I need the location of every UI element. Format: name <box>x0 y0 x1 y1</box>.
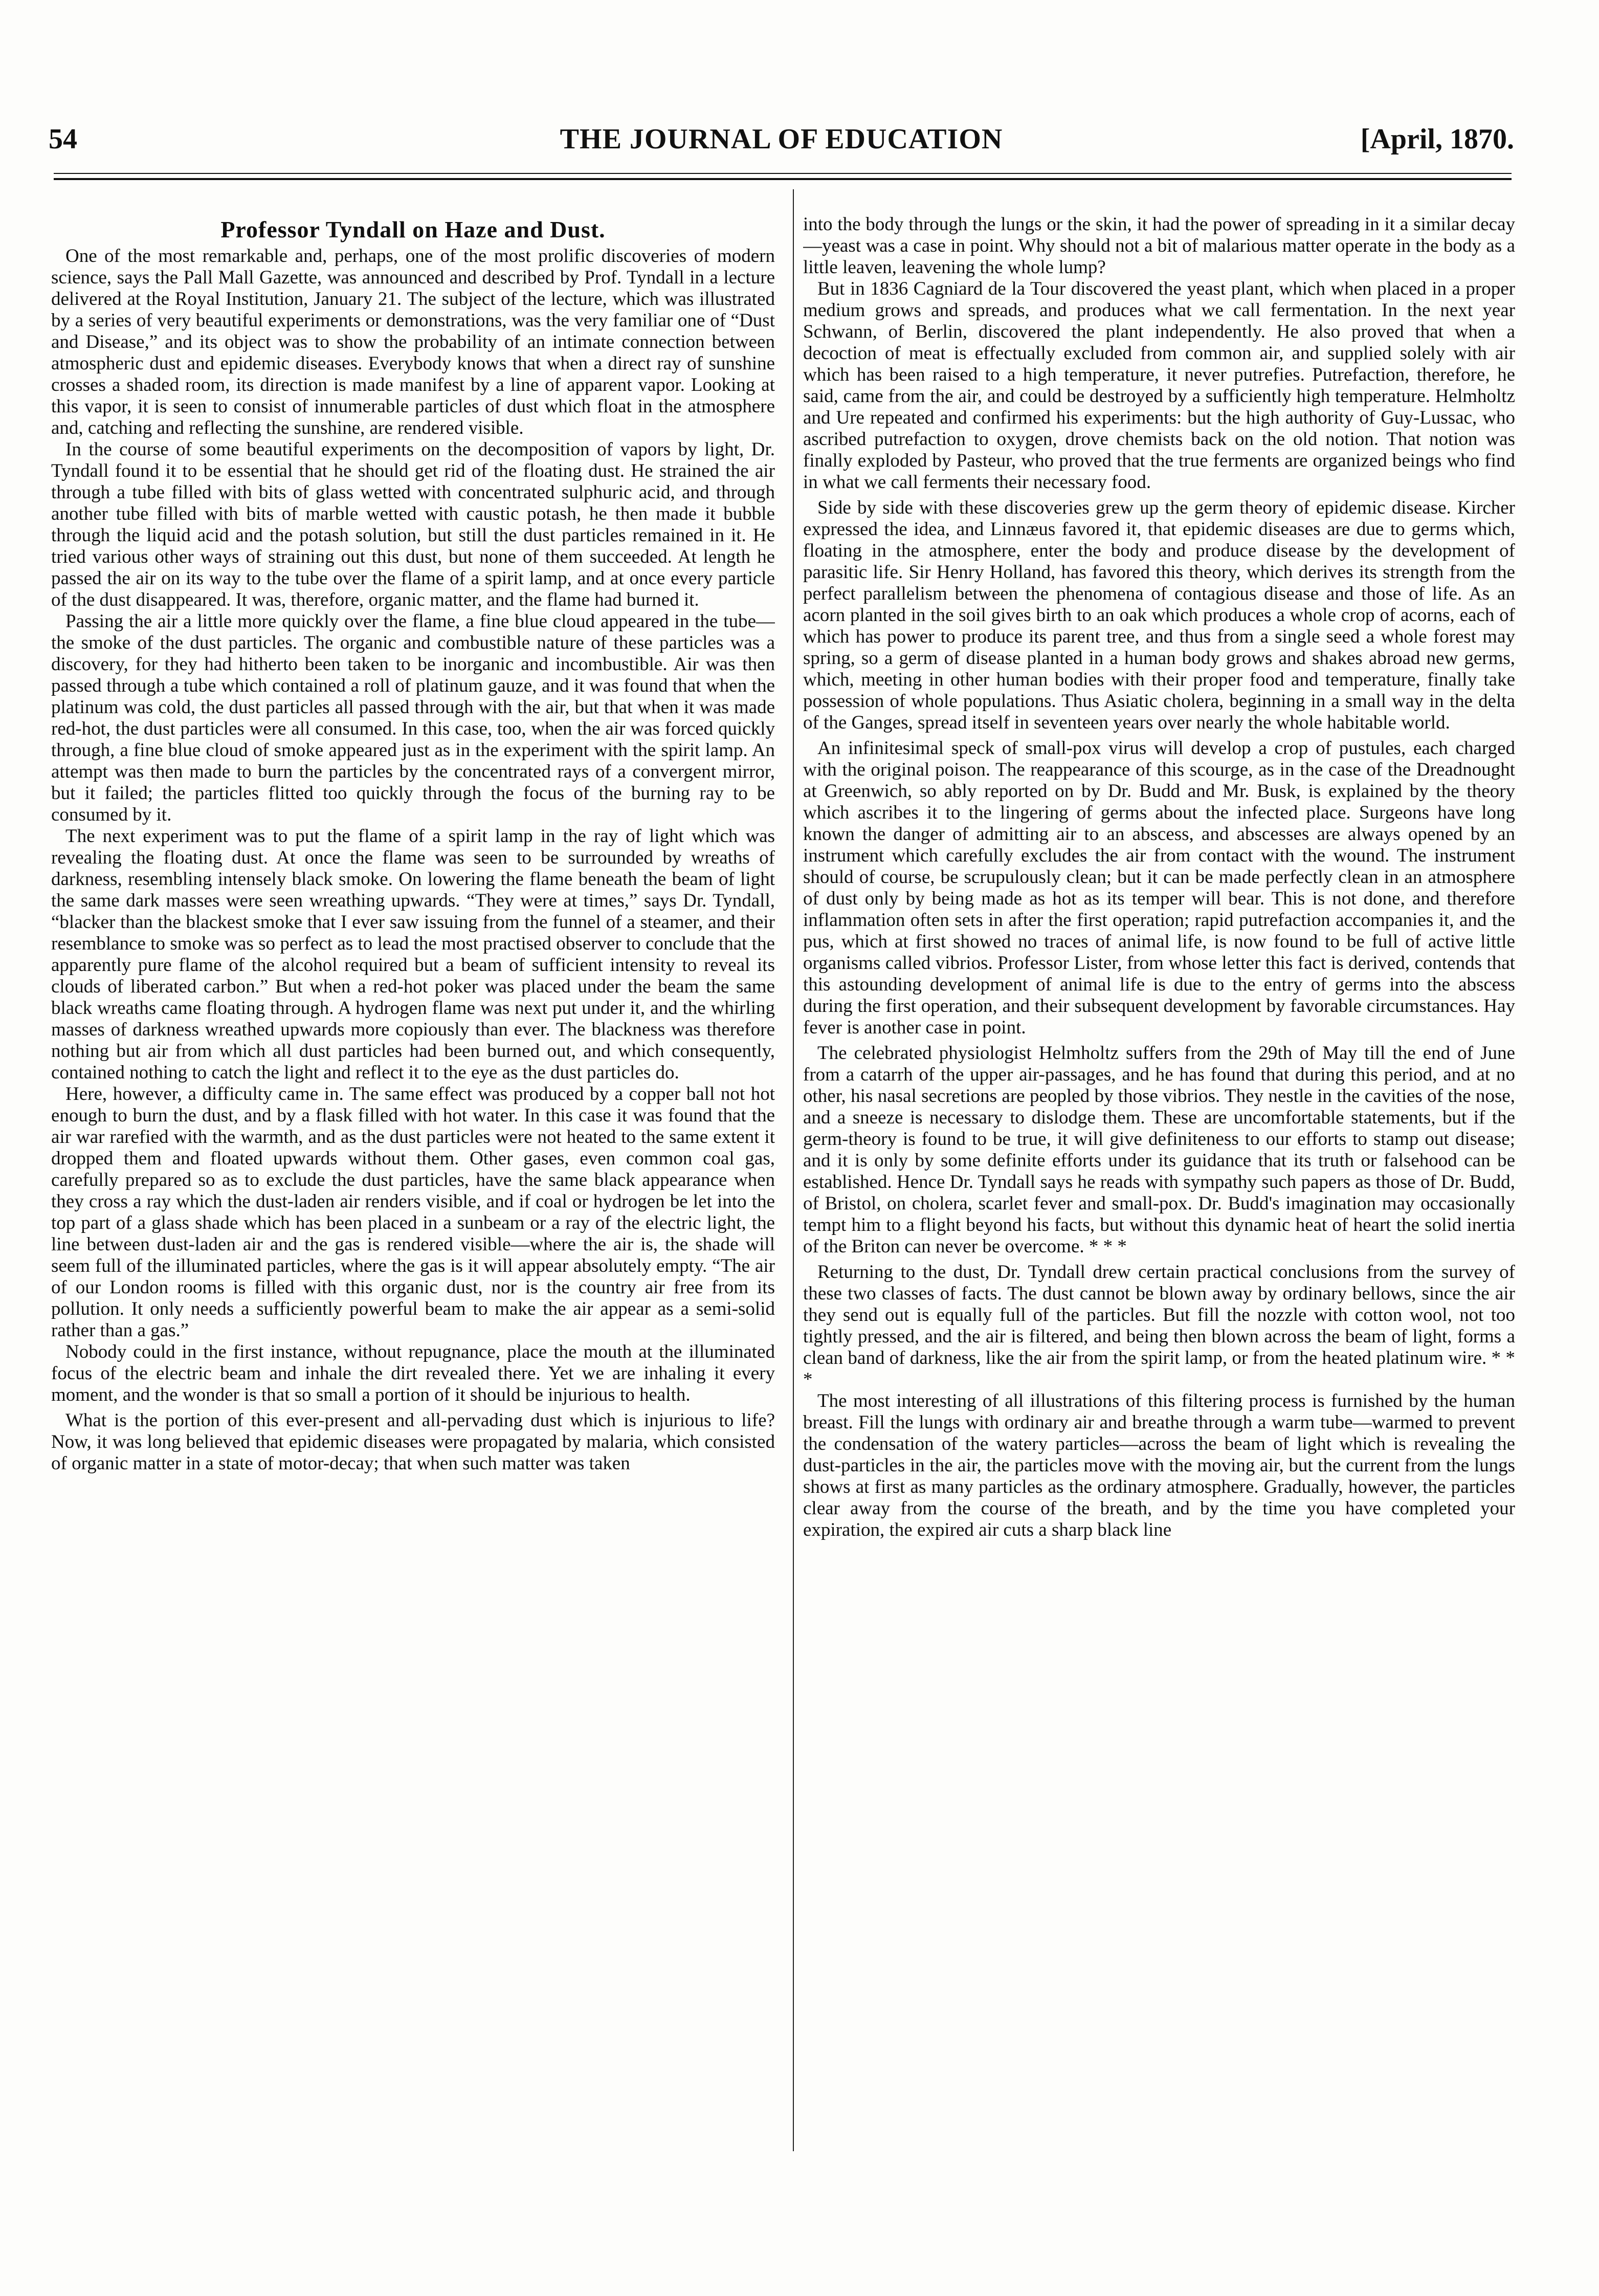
header-rule-thin <box>54 173 1512 174</box>
left-column <box>51 215 775 2154</box>
paragraph: Side by side with these discoveries grew up the germ theory of epidemic disease. Kircher expressed the idea, and Linnæus favored it, that epidemic diseases are due to germs which, floating in the atmosphere, enter the body and produce disease by the development of parasitic life. Sir Henry Holland, has favored this theory, which derives its strength from the perfect parallelism between the phenomena of contagious disease and those of life. As an acorn planted in the soil gives birth to an oak which produces a whole crop of acorns, each of which has power to produce its parent tree, and thus from a single seed a whole forest may spring, so a germ of disease planted in a human body grows and shakes abroad new germs, which, meeting in other human bodies with their proper food and temperature, finally take possession of whole populations. Thus Asiatic cholera, beginning in a small way in the delta of the Ganges, spread itself in seventeen years over nearly the whole habitable world. <box>803 497 1515 733</box>
paragraph-continued: into the body through the lungs or the skin, it had the power of spreading in it a similar decay—yeast was a case in point. Why should not a bit of malarious matter operate in the body as a little leaven, leavening the whole lump? <box>803 214 1515 278</box>
paragraph: Passing the air a little more quickly over the flame, a fine blue cloud appeared in the tube—the smoke of the dust particles. The organic and combustible nature of these particles was a discovery, for they had hitherto been taken to be inorganic and incombustible. Air was then passed through a tube which contained a roll of platinum gauze, and it was found that when the platinum was cold, the dust particles all passed through with the air, but that when it was made red-hot, the dust particles were all consumed. In this case, too, when the air was forced quickly through, a fine blue cloud of smoke appeared just as in the experiment with the spirit lamp. An attempt was then made to burn the particles by the concentrated rays of a convergent mirror, but it failed; the particles flitted too quickly through the focus of the burning ray to be consumed by it. <box>51 611 775 825</box>
paragraph: An infinitesimal speck of small-pox virus will develop a crop of pustules, each charged with the original poison. The reappearance of this scourge, as in the case of the Dreadnought at Greenwich, so ably reported on by Dr. Budd and Mr. Busk, is explained by the theory which ascribes it to the lingering of germs about the infected place. Surgeons have long known the danger of admitting air to an abscess, and abscesses are always opened by an instrument which carefully excludes the air from contact with the wound. The instrument should of course, be scrupulously clean; but it can be made perfectly clean in an atmosphere of dust only by being made as hot as its temper will bear. This is not done, and therefore inflammation often sets in after the first operation; rapid putrefaction accompanies it, and the pus, which at first showed no traces of animal life, is now found to be full of active little organisms called vibrios. Professor Lister, from whose letter this fact is derived, contends that this astounding development of animal life is due to the entry of germs into the abscess during the first operation, and their subsequent development by favorable circumstances. Hay fever is another case in point. <box>803 738 1515 1038</box>
right-column <box>803 214 1515 2153</box>
paragraph: Returning to the dust, Dr. Tyndall drew certain practical conclusions from the survey of these two classes of facts. The dust cannot be blown away by ordinary bellows, since the air they send out is equally full of the particles. But fill the nozzle with cotton wool, not too tightly pressed, and the air is filtered, and being then blown across the beam of light, forms a clean band of darkness, like the air from the spirit lamp, or from the heated platinum wire. * * * <box>803 1262 1515 1390</box>
paragraph: The celebrated physiologist Helmholtz suffers from the 29th of May till the end of June from a catarrh of the upper air-passages, and he has found that during this period, and at no other, his nasal secretions are peopled by those vibrios. They nestle in the cavities of the nose, and a sneeze is necessary to dislodge them. These are uncomfortable statements, but if the germ-theory is found to be true, it will give definiteness to our efforts to stamp out disease; and it is only by some definite efforts under its guidance that its truth or falsehood can be established. Hence Dr. Tyndall says he reads with sympathy such papers as those of Dr. Budd, of Bristol, on cholera, scarlet fever and small-pox. Dr. Budd's imagination may occasionally tempt him to a flight beyond his facts, but without this dynamic heat of heart the solid inertia of the Briton can never be overcome. * * * <box>803 1043 1515 1257</box>
paragraph: In the course of some beautiful experiments on the decomposition of vapors by light, Dr. Tyndall found it to be essential that he should get rid of the floating dust. He strained the air through a tube filled with bits of glass wetted with concentrated sulphuric acid, and through another tube filled with bits of marble wetted with caustic potash, he then made it bubble through the liquid acid and the potash solution, but still the dust particles remained in it. He tried various other ways of straining out this dust, but none of them succeeded. At length he passed the air on its way to the tube over the flame of a spirit lamp, and at once every particle of the dust disappeared. It was, therefore, organic matter, and the flame had burned it. <box>51 439 775 610</box>
paragraph: But in 1836 Cagniard de la Tour discovered the yeast plant, which when placed in a proper medium grows and spreads, and produces what we call fermentation. In the next year Schwann, of Berlin, discovered the plant independently. He also proved that when a decoction of meat is effectually excluded from common air, and supplied solely with air which has been raised to a high temperature, it never putrefies. Putrefaction, therefore, he said, came from the air, and could be destroyed by a sufficiently high temperature. Helmholtz and Ure repeated and confirmed his experiments: but the high authority of Guy-Lussac, who ascribed putrefaction to oxygen, drove chemists back on the old notion. That notion was finally exploded by Pasteur, who proved that the true ferments are organized beings who find in what we call ferments their necessary food. <box>803 278 1515 493</box>
journal-title: THE JOURNAL OF EDUCATION <box>560 123 1003 155</box>
header-rule-thick <box>54 178 1512 180</box>
paragraph: Here, however, a difficulty came in. The same effect was produced by a copper ball not hot enough to burn the dust, and by a flask filled with hot water. In this case it was found that the air war rarefied with the warmth, and as the dust particles were not heated to the same extent it dropped them and floated upwards without them. Other gases, even common coal gas, carefully prepared so as to exclude the dust particles, have the same black appearance when they cross a ray which the dust-laden air renders visible, and if coal or hydrogen be let into the top part of a glass shade which has been placed in a sunbeam or a ray of the electric light, the line between dust-laden air and the gas is rendered visible—where the air is, the shade will seem full of the illuminated particles, where the gas is it will appear absolutely empty. “The air of our London rooms is filled with this organic dust, nor is the country air free from its pollution. It only needs a sufficiently powerful beam to make the air appear as a semi-solid rather than a gas.” <box>51 1084 775 1341</box>
article-title: Professor Tyndall on Haze and Dust. <box>220 216 606 242</box>
paragraph: One of the most remarkable and, perhaps, one of the most prolific discoveries of modern science, says the Pall Mall Gazette, was announced and described by Prof. Tyndall in a lecture delivered at the Royal Institution, January 21. The subject of the lecture, which was illustrated by a series of very beautiful experiments or demonstrations, was the very familiar one of “Dust and Disease,” and its object was to show the probability of an intimate connection between atmospheric dust and epidemic diseases. Everybody knows that when a direct ray of sunshine crosses a shaded room, its direction is made manifest by a line of apparent vapor. Looking at this vapor, it is seen to consist of innumerable particles of dust which float in the atmosphere and, catching and reflecting the sunshine, are rendered visible. <box>51 246 775 438</box>
paragraph: Nobody could in the first instance, without repugnance, place the mouth at the illuminated focus of the electric beam and inhale the dirt revealed there. Yet we are inhaling it every moment, and the wonder is that so small a portion of it should be injurious to health. <box>51 1341 775 1405</box>
paragraph: The next experiment was to put the flame of a spirit lamp in the ray of light which was revealing the floating dust. At once the flame was seen to be surrounded by wreaths of darkness, resembling intensely black smoke. On lowering the flame beneath the beam of light the same dark masses were seen wreathing upwards. “They were at times,” says Dr. Tyndall, “blacker than the blackest smoke that I ever saw issuing from the funnel of a steamer, and their resemblance to smoke was so perfect as to lead the most practised observer to conclude that the apparently pure flame of the alcohol required but a beam of sufficient intensity to reveal its clouds of liberated carbon.” But when a red-hot poker was placed under the beam the same black wreaths came floating through. A hydrogen flame was next put under it, and the whirling masses of darkness wreathed upwards more copiously than ever. The blackness was therefore nothing but air from which all dust particles had been burned out, and which consequently, contained nothing to catch the light and reflect it to the eye as the dust particles do. <box>51 826 775 1083</box>
page-header <box>49 119 1514 160</box>
page-number: 54 <box>49 123 77 155</box>
issue-date: [April, 1870. <box>1360 123 1514 155</box>
paragraph: The most interesting of all illustrations of this filtering process is furnished by the human breast. Fill the lungs with ordinary air and breathe through a warm tube—warmed to prevent the condensation of the watery particles—across the beam of light which is revealing the dust-particles in the air, the particles move with the moving air, but the current from the lungs shows at first as many particles as the ordinary atmosphere. Gradually, however, the particles clear away from the course of the breath, and by the time you have completed your expiration, the expired air cuts a sharp black line <box>803 1390 1515 1540</box>
column-divider <box>793 189 794 2151</box>
paragraph: What is the portion of this ever-present and all-pervading dust which is injurious to life? Now, it was long believed that epidemic diseases were propagated by malaria, which consisted of organic matter in a state of motor-decay; that when such matter was taken <box>51 1410 775 1474</box>
